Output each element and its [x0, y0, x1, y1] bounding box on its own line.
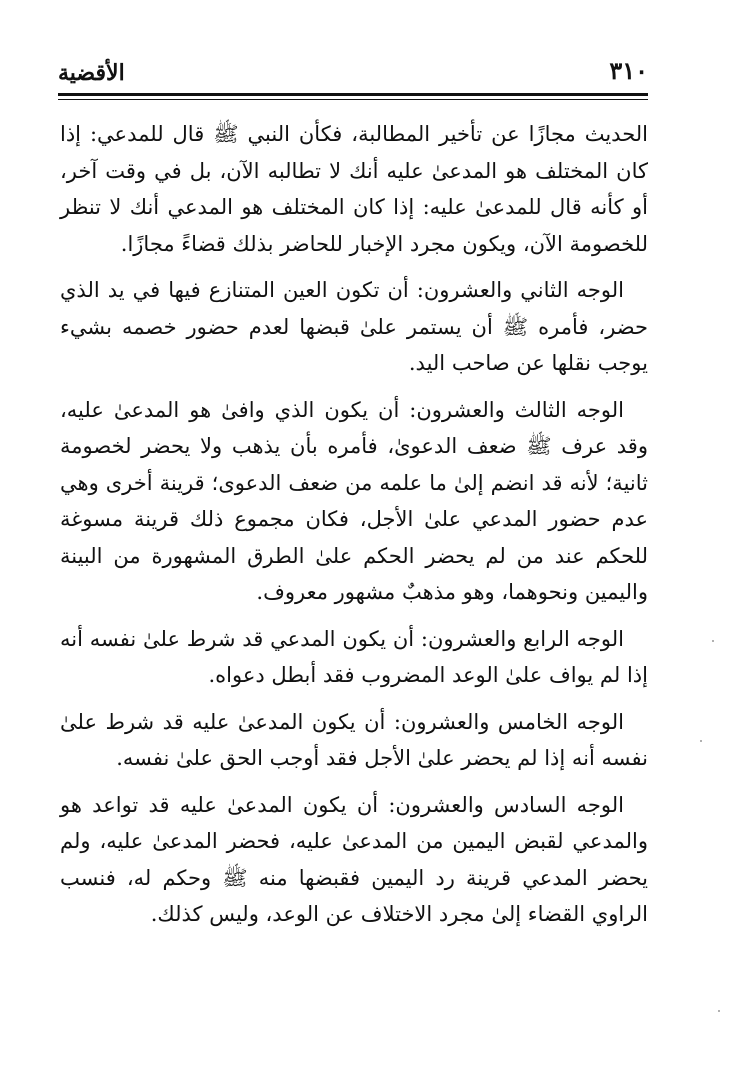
paragraph-5: الوجه الخامس والعشرون: أن يكون المدعىٰ عليه قد شرط علىٰ نفسه أنه إذا لم يحضر علىٰ الأجل فقد أوجب الحق علىٰ نفسه.: [60, 709, 648, 770]
paragraph-1: الحديث مجازًا عن تأخير المطالبة، فكأن النبي ﷺ قال للمدعي: إذا كان المختلف هو المدعىٰ عليه أنك لا تطالبه الآن، بل في وقت آخر، أو كأنه قال للمدعىٰ عليه: إذا كان المختلف هو المدعي أنك لا تنظر للخصومة الآن، ويكون مجرد الإخبار للحاضر بذلك قضاءً مجازًا.: [60, 122, 648, 256]
page-body: [60, 116, 648, 943]
scan-speck: [700, 740, 702, 742]
scan-speck: [718, 1010, 720, 1012]
paragraph-2: الوجه الثاني والعشرون: أن تكون العين المتنازع فيها في يد الذي حضر، فأمره ﷺ أن يستمر علىٰ قبضها لعدم حضور خصمه بشيء يوجب نقلها عن صاحب اليد.: [60, 278, 648, 375]
page-header: [58, 52, 648, 92]
scan-speck: [712, 640, 714, 642]
paragraph-3: الوجه الثالث والعشرون: أن يكون الذي وافىٰ هو المدعىٰ عليه، وقد عرف ﷺ ضعف الدعوىٰ، فأمره بأن يذهب ولا يحضر لخصومة ثانية؛ لأنه قد انضم إلىٰ ما علمه من ضعف الدعوى؛ قرينة أخرى وهي عدم حضور المدعي علىٰ الأجل، فكان مجموع ذلك قرينة مسوغة للحكم عند من لم يحضر الحكم علىٰ الطرق المشهورة من البينة واليمين ونحوهما، وهو مذهبٌ مشهور معروف.: [60, 397, 648, 604]
paragraph-4: الوجه الرابع والعشرون: أن يكون المدعي قد شرط علىٰ نفسه أنه إذا لم يواف علىٰ الوعد المضروب فقد أبطل دعواه.: [60, 626, 648, 687]
paragraph-6: الوجه السادس والعشرون: أن يكون المدعىٰ عليه قد تواعد هو والمدعي لقبض اليمين من المدعىٰ عليه، فحضر المدعىٰ عليه، ولم يحضر المدعي قرينة رد اليمين فقبضها منه ﷺ وحكم له، فنسب الراوي القضاء إلىٰ مجرد الاختلاف عن الوعد، وليس كذلك.: [60, 792, 648, 926]
header-rule-thin: [58, 99, 648, 100]
page-number: ٣١٠: [609, 56, 648, 85]
running-title: الأقضية: [58, 60, 125, 86]
header-rule-thick: [58, 93, 648, 96]
